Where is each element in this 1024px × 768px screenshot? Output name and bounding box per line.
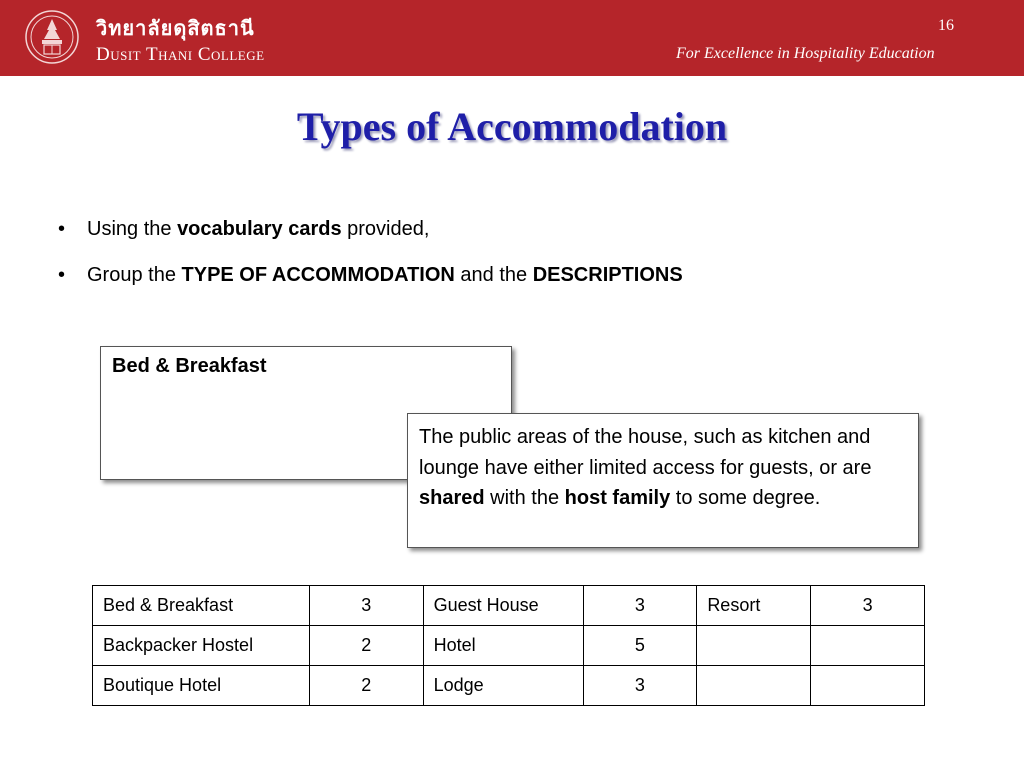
slide-number: 16 xyxy=(938,17,954,34)
college-crest-icon xyxy=(24,8,80,66)
table-cell: Resort xyxy=(697,586,811,626)
table-cell: 3 xyxy=(583,666,697,706)
table-cell: Hotel xyxy=(423,626,583,666)
description-card[interactable] xyxy=(407,413,919,548)
slide-title: Types of Accommodation xyxy=(296,104,728,149)
table-cell xyxy=(697,626,811,666)
table-cell: Boutique Hotel xyxy=(93,666,310,706)
college-name-english: Dusit Thani College xyxy=(96,44,265,65)
table-cell: 2 xyxy=(309,626,423,666)
table-row xyxy=(93,666,925,706)
card-label: Bed & Breakfast xyxy=(112,355,267,377)
table-cell: 2 xyxy=(309,666,423,706)
instruction-text: provided, xyxy=(341,218,430,240)
instruction-emphasis: DESCRIPTIONS xyxy=(532,264,683,286)
instruction-text: Group the xyxy=(87,264,182,286)
instruction-text: and the xyxy=(454,264,533,286)
table-cell: 3 xyxy=(309,586,423,626)
table-cell xyxy=(811,626,925,666)
table-cell: Backpacker Hostel xyxy=(93,626,310,666)
instruction-emphasis: vocabulary cards xyxy=(177,218,342,240)
table-row xyxy=(93,586,925,626)
table-cell: 3 xyxy=(811,586,925,626)
instruction-text: Using the xyxy=(87,218,178,240)
table-cell: Guest House xyxy=(423,586,583,626)
bullet-marker: • xyxy=(58,218,66,240)
table-cell: 3 xyxy=(583,586,697,626)
table-row xyxy=(93,626,925,666)
instruction-item xyxy=(58,214,683,260)
table-cell: Lodge xyxy=(423,666,583,706)
college-tagline: For Excellence in Hospitality Education xyxy=(676,45,935,62)
bullet-marker: • xyxy=(58,264,66,286)
table-cell: 5 xyxy=(583,626,697,666)
instruction-item xyxy=(58,260,683,306)
accommodation-table xyxy=(92,585,925,706)
table-cell xyxy=(697,666,811,706)
instruction-emphasis: TYPE OF ACCOMMODATION xyxy=(181,264,455,286)
table-cell: Bed & Breakfast xyxy=(93,586,310,626)
card-description-text: The public areas of the house, such as kitchen and lounge have either limited access for guests, or are shared with the host family to some degree. xyxy=(419,426,872,509)
instruction-list xyxy=(58,214,683,306)
header-band xyxy=(0,0,1024,76)
college-name-thai: วิทยาลัยดุสิตธานี xyxy=(96,16,255,40)
table-cell xyxy=(811,666,925,706)
